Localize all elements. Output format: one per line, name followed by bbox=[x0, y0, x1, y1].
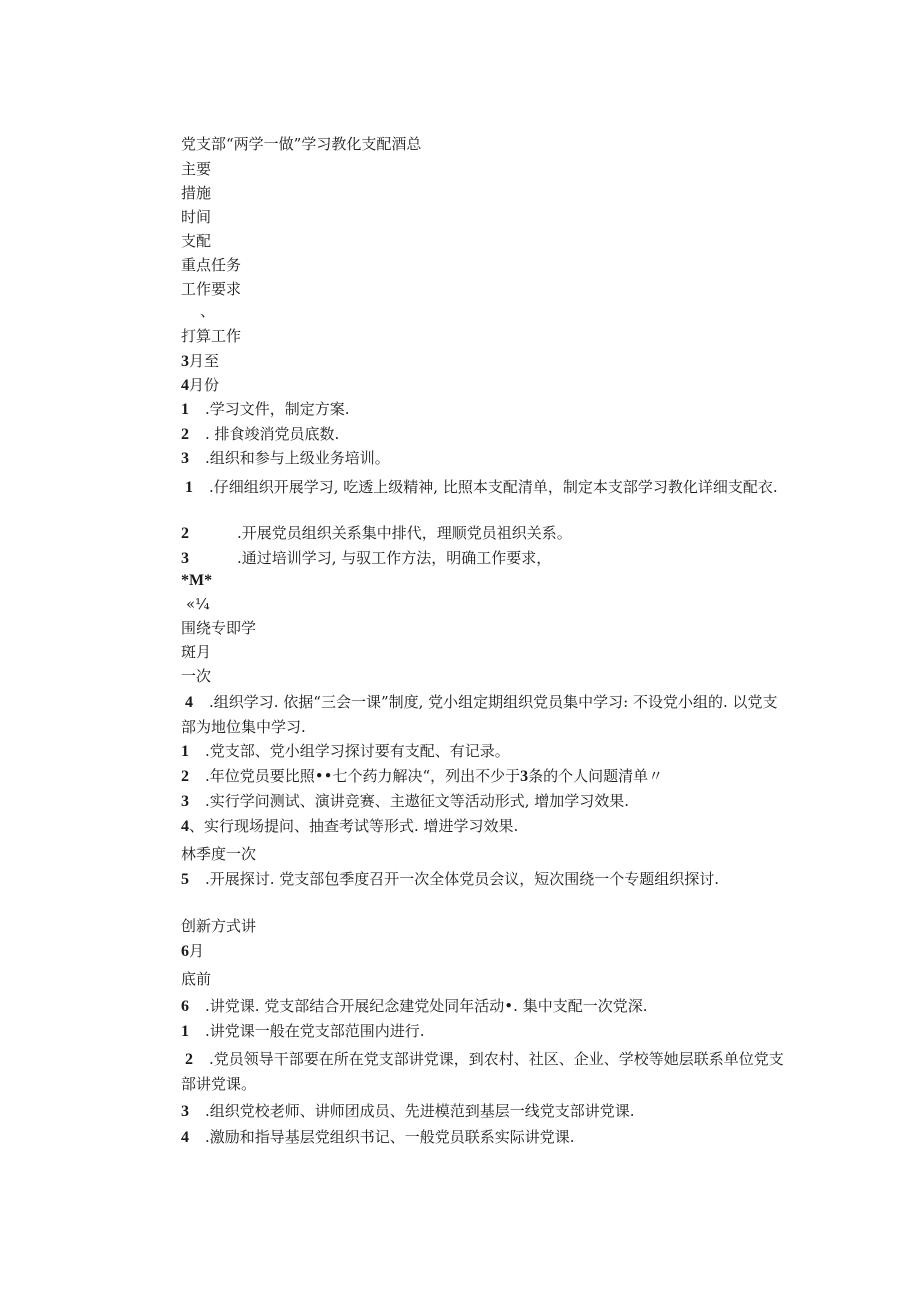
phase4-req-3 bbox=[181, 1102, 635, 1121]
item-text: 、实行现场提问、抽查考试等形式. 增进学习效果. bbox=[189, 817, 519, 835]
phase2-name: 围绕专即学 bbox=[181, 619, 257, 637]
phase4-time bbox=[181, 942, 204, 961]
document-title: 党支部“两学一做”学习教化支配酒总 bbox=[181, 135, 422, 153]
phase4-task-6 bbox=[181, 997, 647, 1016]
phase1-time-end bbox=[181, 376, 219, 395]
phase2-req-3 bbox=[181, 792, 629, 811]
phase1-time-start-text: 月至 bbox=[189, 352, 220, 370]
phase1-req-3 bbox=[181, 549, 551, 568]
phase1-time-end-text: 月份 bbox=[189, 376, 220, 394]
phase1-req-1 bbox=[181, 475, 791, 500]
header-requirements: 工作要求 bbox=[181, 280, 242, 298]
item-text: .组织党校老师、讲师团成员、先进模范到基层一线党支部讲党课. bbox=[205, 1102, 635, 1120]
item-number: 1 bbox=[181, 1023, 189, 1040]
item-text: .通过培训学习, 与驭工作方法，明确工作要求， bbox=[237, 549, 552, 567]
phase3-task-5 bbox=[181, 870, 719, 889]
phase4-time-text: 月 bbox=[189, 942, 205, 960]
phase2-time-b: 一次 bbox=[181, 667, 212, 685]
item-text: .党支部、党小组学习探讨要有支配、有记录。 bbox=[205, 742, 510, 760]
phase2-time-a: 斑月 bbox=[181, 643, 212, 661]
phase1-task-3 bbox=[181, 449, 390, 468]
item-number: 4 bbox=[181, 1129, 189, 1146]
phase2-req-1 bbox=[181, 742, 510, 761]
item-text: .党员领导干部要在所在党支部讲党课，到农村、社区、企业、学校等她层联系单位党支部讲党课。 bbox=[181, 1050, 784, 1093]
phase3-time: 林季度一次 bbox=[181, 845, 257, 863]
header-time: 时间 bbox=[181, 208, 212, 226]
item-text: .开展党员组织关系集中排代，理顺党员祖织关系。 bbox=[237, 524, 572, 542]
phase1-time-start-num: 3 bbox=[181, 353, 189, 370]
header-measures: 措施 bbox=[181, 184, 212, 202]
phase4-name: 创新方式讲 bbox=[181, 917, 257, 935]
item-number: 1 bbox=[181, 743, 189, 760]
stray-mark: 、 bbox=[200, 302, 216, 320]
item-number: 1 bbox=[185, 479, 193, 496]
item-number: 2 bbox=[181, 426, 189, 443]
item-number: 1 bbox=[181, 401, 189, 418]
item-number: 3 bbox=[181, 793, 189, 810]
phase4-time-b: 底前 bbox=[181, 970, 212, 988]
item-number: 3 bbox=[181, 550, 189, 567]
phase1-time-start bbox=[181, 352, 219, 371]
item-number: 5 bbox=[181, 871, 189, 888]
item-number: 2 bbox=[181, 525, 189, 542]
item-text: .年位党员要比照••七个药力解决“，列出不少于 bbox=[205, 767, 521, 785]
item-text: .讲党课一般在党支部范围内进行. bbox=[205, 1022, 425, 1040]
phase2-req-2 bbox=[181, 767, 663, 786]
item-text: .组织学习. 依据“三会一课”制度, 党小组定期组织党员集中学习: 不设党小组的. 以党支部为地位集中学习. bbox=[181, 693, 778, 736]
item-text: .仔细组织开展学习, 吃透上级精神, 比照本支配清单，制定本支部学习教化详细支配衣. bbox=[209, 478, 778, 496]
item-number: 2 bbox=[185, 1051, 193, 1068]
item-text: .激励和指导基层党组织书记、一般党员联系实际讲党课. bbox=[205, 1128, 575, 1146]
artifact-mark-1: *M* bbox=[181, 572, 213, 589]
header-key-tasks: 重点任务 bbox=[181, 256, 242, 274]
phase4-req-4 bbox=[181, 1128, 575, 1147]
item-text-tail: 条的个人问题清单〃 bbox=[528, 767, 664, 785]
phase4-time-num: 6 bbox=[181, 943, 189, 960]
item-text: .讲党课. 党支部结合开展纪念建党处同年活动•. 集中支配一次党深. bbox=[205, 997, 648, 1015]
item-text: . 排食竣消党员底数. bbox=[205, 425, 340, 443]
artifact-mark-2: «¼ bbox=[186, 595, 210, 613]
phase1-task-1 bbox=[181, 400, 350, 419]
header-arrangement: 支配 bbox=[181, 232, 212, 250]
item-text: .实行学问测试、演讲竞赛、主遨征文等活动形式, 增加学习效果. bbox=[205, 792, 630, 810]
header-main: 主要 bbox=[181, 160, 212, 178]
phase1-name: 打算工作 bbox=[181, 327, 242, 345]
item-text: .组织和参与上级业务培训。 bbox=[205, 449, 390, 467]
item-number: 3 bbox=[181, 450, 189, 467]
phase4-req-1 bbox=[181, 1022, 425, 1041]
phase1-time-end-num: 4 bbox=[181, 377, 189, 394]
item-number: 2 bbox=[181, 768, 189, 785]
phase2-req-4 bbox=[181, 817, 518, 836]
item-number: 4 bbox=[185, 694, 193, 711]
item-text: .开展探讨. 党支部包季度召开一次全体党员会议，短次围绕一个专题组织探讨. bbox=[205, 870, 720, 888]
phase1-req-2 bbox=[181, 524, 572, 543]
phase4-req-2 bbox=[181, 1047, 791, 1096]
item-number: 4 bbox=[181, 818, 189, 835]
item-text: .学习文件，制定方案. bbox=[205, 400, 350, 418]
item-number: 6 bbox=[181, 998, 189, 1015]
item-number: 3 bbox=[181, 1103, 189, 1120]
phase1-task-2 bbox=[181, 425, 339, 444]
issue-count: 3 bbox=[520, 768, 529, 785]
phase2-task-4 bbox=[181, 690, 791, 739]
